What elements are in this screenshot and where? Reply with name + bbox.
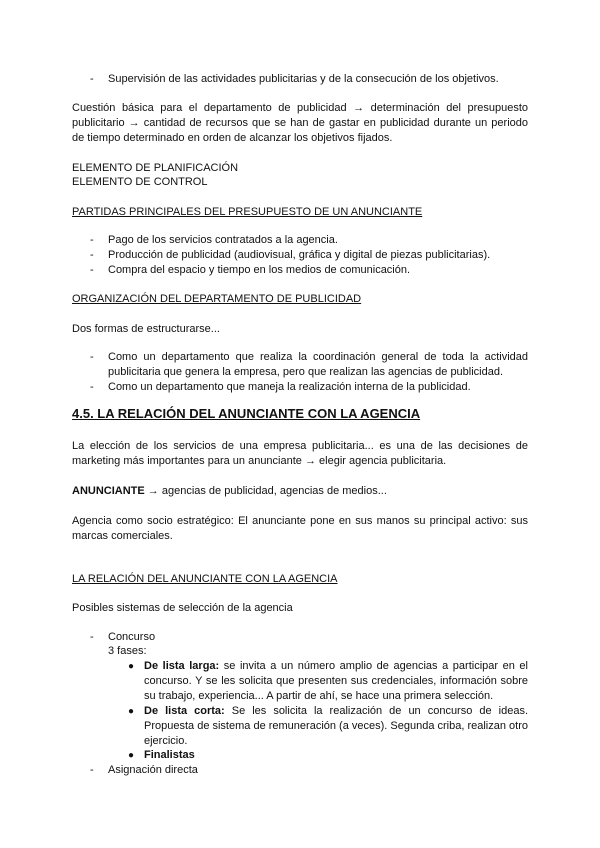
dash-marker: -	[90, 249, 94, 261]
dash-marker: -	[90, 351, 94, 363]
list-item-text	[144, 659, 528, 704]
fase-label: De lista corta:	[144, 705, 225, 717]
list-item-text: Pago de los servicios contratados a la agencia.	[108, 234, 338, 246]
list-item-text: Supervisión de las actividades publicitarias y de la consecución de los objetivos.	[108, 73, 499, 85]
paragraph-eleccion: La elección de los servicios de una empresa publicitaria... es una de las decisiones de marketing más importantes para un anunciante → elegir agencia publicitaria.	[72, 440, 528, 467]
partidas-heading: PARTIDAS PRINCIPALES DEL PRESUPUESTO DE UN ANUNCIANTE	[72, 206, 423, 218]
section-heading: 4.5. LA RELACIÓN DEL ANUNCIANTE CON LA AGENCIA	[72, 406, 421, 421]
anunciante-line	[72, 484, 387, 499]
tres-fases-text: 3 fases:	[108, 645, 147, 657]
list-item-text: Concurso	[108, 631, 156, 643]
dash-marker: -	[90, 264, 94, 276]
paragraph-agencia-socio: Agencia como socio estratégico: El anunciante pone en sus manos su principal activo: sus marcas comerciales.	[72, 515, 528, 542]
dash-marker: -	[90, 764, 94, 776]
elemento-control: ELEMENTO DE CONTROL	[72, 176, 208, 188]
dash-marker: -	[90, 631, 94, 643]
bullet-dot: ●	[128, 706, 135, 717]
list-item-text: Compra del espacio y tiempo en los medios de comunicación.	[108, 264, 411, 276]
fase-text: Se les solicita la realización de un concurso de ideas. Propuesta de sistema de remuneración (a veces). Segunda criba, realizan otro ejercicio.	[144, 705, 528, 747]
bullet-dot: ●	[128, 750, 135, 761]
list-item-text: Como un departamento que maneja la realización interna de la publicidad.	[108, 381, 471, 393]
anunciante-label: ANUNCIANTE	[72, 485, 145, 497]
anunciante-text: → agencias de publicidad, agencias de medios...	[144, 485, 387, 497]
elemento-planificacion: ELEMENTO DE PLANIFICACIÓN	[72, 162, 239, 174]
organizacion-heading: ORGANIZACIÓN DEL DEPARTAMENTO DE PUBLICIDAD	[72, 293, 362, 305]
dos-formas-text: Dos formas de estructurarse...	[72, 323, 220, 335]
fase-label: De lista larga:	[144, 660, 220, 672]
dash-marker: -	[90, 73, 94, 85]
bullet-dot: ●	[128, 661, 135, 672]
list-item-text	[144, 748, 195, 763]
relacion-heading: LA RELACIÓN DEL ANUNCIANTE CON LA AGENCIA	[72, 573, 338, 585]
list-item-text: Como un departamento que realiza la coordinación general de toda la actividad publicitaria que genera la empresa, pero que realizan las agencias de publicidad.	[108, 351, 528, 378]
dash-marker: -	[90, 381, 94, 393]
paragraph-cuestion: Cuestión básica para el departamento de publicidad → determinación del presupuesto publicitario → cantidad de recursos que se han de gastar en publicidad durante un periodo de tiempo determinado en orden de alcanzar los objetivos fijados.	[72, 102, 528, 144]
list-item-text	[144, 704, 528, 749]
fase-text: se invita a un número amplio de agencias a participar en el concurso. Y se les solicita que presenten sus credenciales, información sobre su trabajo, experiencia... A partir de ahí, se hace una primera selección.	[144, 660, 528, 702]
list-item-text: Producción de publicidad (audiovisual, gráfica y digital de piezas publicitarias).	[108, 249, 491, 261]
fase-label: Finalistas	[144, 749, 195, 761]
dash-marker: -	[90, 234, 94, 246]
list-item-text: Asignación directa	[108, 764, 198, 776]
posibles-text: Posibles sistemas de selección de la agencia	[72, 602, 293, 614]
